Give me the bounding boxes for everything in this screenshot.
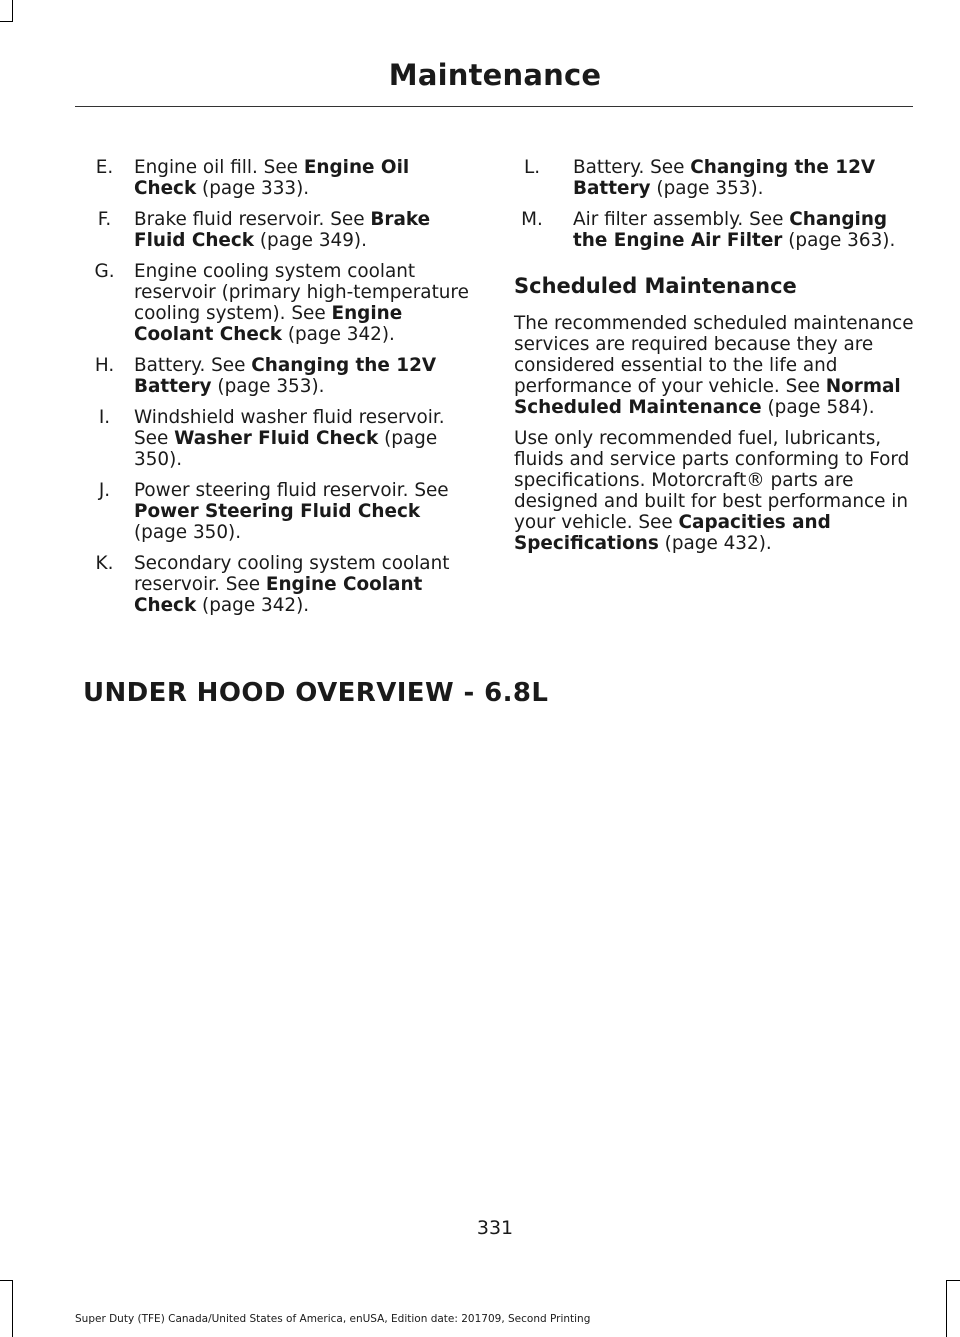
crop-mark	[0, 21, 13, 22]
page-ref: (page 353).	[211, 376, 325, 397]
cross-reference-link[interactable]: Power Steering Fluid Check	[134, 501, 421, 522]
page-ref: (page 584).	[761, 397, 875, 418]
item-letter: M.	[521, 209, 543, 230]
item-text	[134, 407, 475, 470]
item-text	[134, 209, 475, 251]
item-letter: F.	[97, 209, 112, 230]
list-item	[75, 355, 475, 397]
item-letter: H.	[94, 355, 115, 376]
item-desc: Battery. See	[134, 355, 252, 376]
item-text	[134, 553, 475, 616]
page-ref: (page 342).	[196, 595, 310, 616]
cross-reference-link[interactable]: Changing the 12V Battery	[134, 355, 437, 397]
cross-reference-link[interactable]: Washer Fluid Check	[174, 428, 379, 449]
item-desc: Battery. See	[573, 157, 691, 178]
page-ref: (page 350).	[134, 522, 242, 543]
left-column	[75, 157, 475, 626]
cross-reference-link[interactable]: Engine Oil Check	[134, 157, 410, 199]
list-item	[75, 553, 475, 616]
item-desc: Power steering fluid reservoir. See	[134, 480, 449, 501]
list-item	[75, 480, 475, 543]
list-item	[491, 157, 914, 199]
cross-reference-link[interactable]: Normal Scheduled Maintenance	[514, 376, 901, 418]
page-ref: (page 432).	[658, 533, 772, 554]
cross-reference-link[interactable]: Changing the 12V Battery	[573, 157, 876, 199]
item-desc: Engine cooling system coolant reservoir (primary high-temperature cooling system). See	[134, 261, 469, 324]
cross-reference-link[interactable]: Engine Coolant Check	[134, 303, 403, 345]
page-title: Maintenance	[388, 58, 602, 92]
crop-mark	[946, 1280, 960, 1281]
list-item	[491, 209, 914, 251]
page-number: 331	[476, 1217, 514, 1239]
item-letter: E.	[95, 157, 114, 178]
cross-reference-link[interactable]: Brake Fluid Check	[134, 209, 431, 251]
cross-reference-link[interactable]: Capacities and Specifications	[514, 512, 831, 554]
item-desc: Engine oil fill. See	[134, 157, 304, 178]
item-letter: G.	[94, 261, 115, 282]
page-ref: (page 363).	[782, 230, 896, 251]
page-ref: (page 350).	[134, 428, 438, 470]
footer-edition-info: Super Duty (TFE) Canada/United States of America, enUSA, Edition date: 201709, Second Printing	[75, 1313, 591, 1325]
section-heading-under-hood-overview: UNDER HOOD OVERVIEW - 6.8L	[83, 678, 549, 708]
item-text	[134, 261, 475, 345]
page-ref: (page 353).	[650, 178, 764, 199]
item-desc: Secondary cooling system coolant reservoir. See	[134, 553, 450, 595]
paragraph-text: The recommended scheduled maintenance services are required because they are considered essential to the life and performance of your vehicle. See	[514, 313, 914, 397]
page-ref: (page 342).	[281, 324, 395, 345]
cross-reference-link[interactable]: Engine Coolant Check	[134, 574, 423, 616]
item-letter: I.	[98, 407, 111, 428]
item-letter: J.	[98, 480, 111, 501]
header-rule	[75, 106, 913, 107]
item-desc: Air filter assembly. See	[573, 209, 790, 230]
page-ref: (page 333).	[196, 178, 310, 199]
crop-mark	[946, 1280, 947, 1337]
section-heading-scheduled-maintenance: Scheduled Maintenance	[514, 274, 797, 298]
list-item	[75, 209, 475, 251]
item-text	[134, 157, 475, 199]
crop-mark	[12, 0, 13, 22]
paragraph-fluids-parts	[514, 428, 914, 554]
list-item	[75, 407, 475, 470]
item-text	[573, 157, 914, 199]
page-ref: (page 349).	[254, 230, 367, 251]
list-item	[75, 261, 475, 345]
cross-reference-link[interactable]: Changing the Engine Air Filter	[573, 209, 888, 251]
paragraph-recommended-services	[514, 313, 914, 418]
right-column	[514, 157, 914, 564]
item-desc: Windshield washer fluid reservoir. See	[134, 407, 445, 449]
item-text	[134, 355, 475, 397]
item-text	[573, 209, 914, 251]
item-desc: Brake fluid reservoir. See	[134, 209, 371, 230]
item-text	[134, 480, 475, 543]
crop-mark	[0, 1280, 13, 1281]
crop-mark	[12, 1280, 13, 1337]
item-letter: L.	[523, 157, 541, 178]
list-item	[75, 157, 475, 199]
paragraph-text: Use only recommended fuel, lubricants, fluids and service parts conforming to Ford specifications. Motorcraft® parts are designed and built for best performance in your vehicle. See	[514, 428, 910, 533]
item-letter: K.	[95, 553, 114, 574]
